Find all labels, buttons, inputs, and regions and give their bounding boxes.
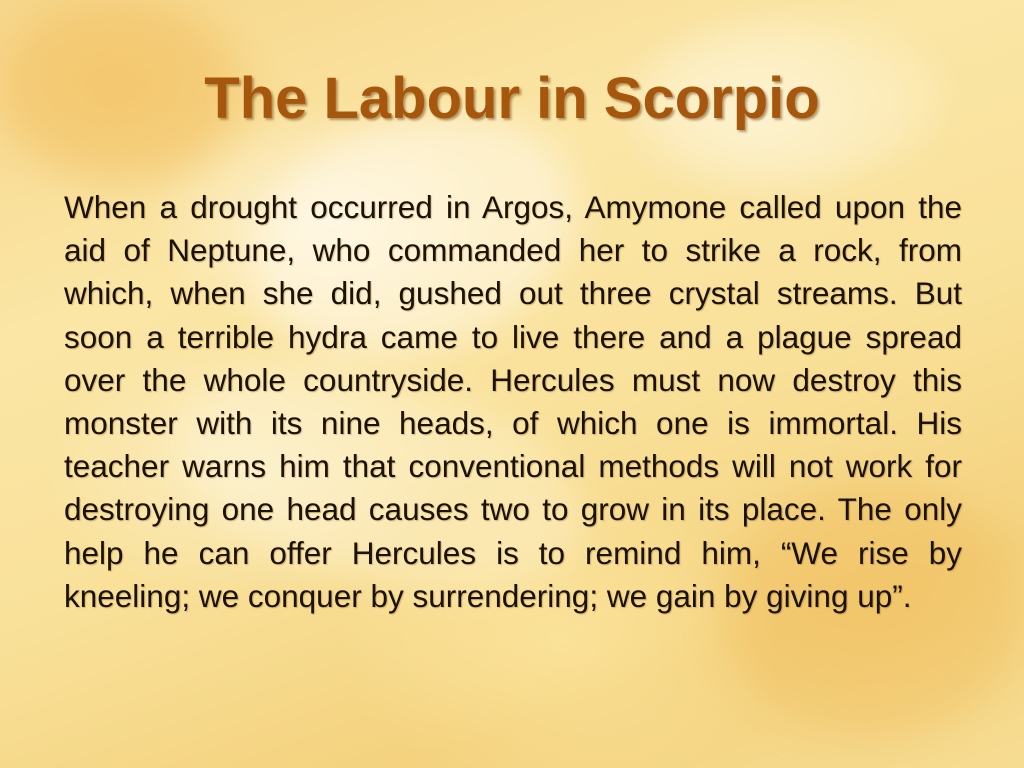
slide-body-text: When a drought occurred in Argos, Amymone called upon the aid of Neptune, who commanded her to strike a rock, from which, when she did, gushed out three crystal streams. But soon a terrible hydra came to live there and a plague spread over the whole countryside. Hercules must now destroy this monster with its nine heads, of which one is immortal. His teacher warns him that conventional methods will not work for destroying one head causes two to grow in its place. The only help he can offer Hercules is to remind him, “We rise by kneeling; we conquer by surrendering; we gain by giving up”. [64, 189, 962, 614]
slide-title: The Labour in Scorpio [204, 66, 820, 131]
